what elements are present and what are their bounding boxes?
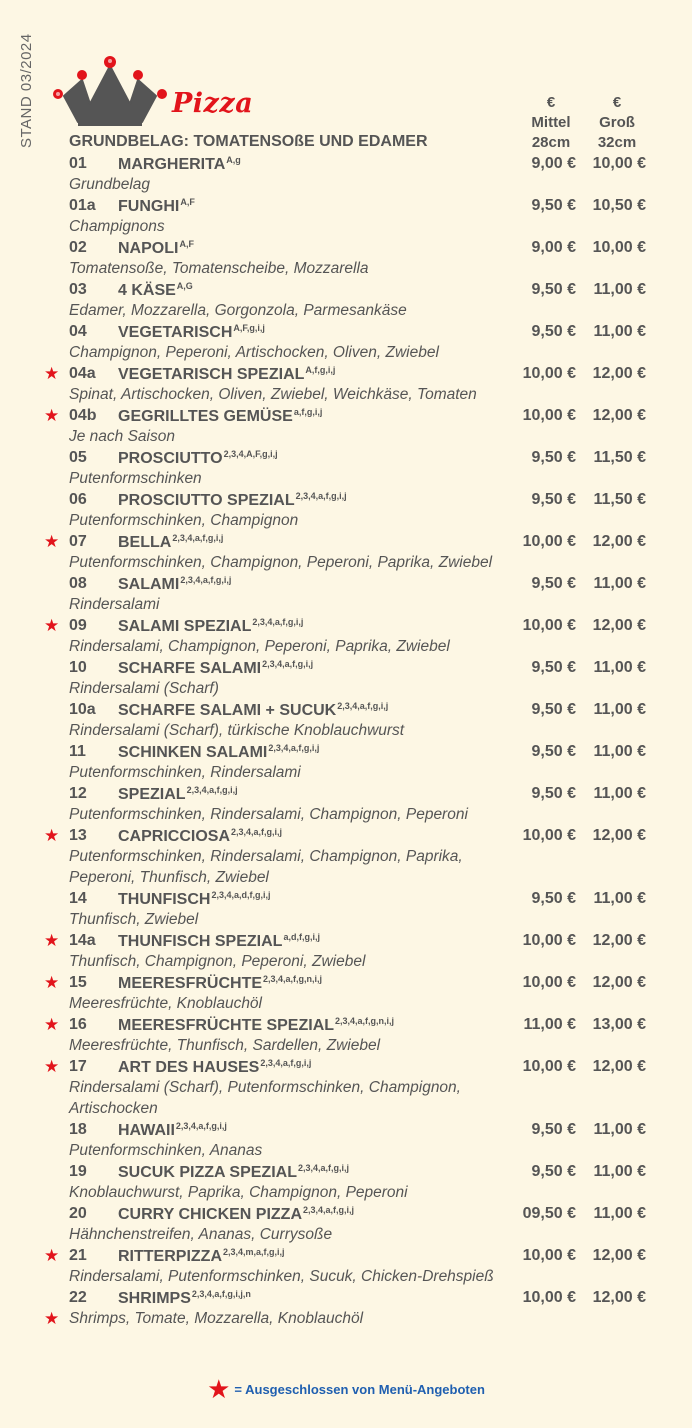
star-icon: ★ xyxy=(44,1015,60,1034)
price-mittel: 9,50 € xyxy=(531,449,576,466)
item-description-line xyxy=(0,637,692,658)
allergen-codes: 2,3,4,a,f,g,i,j xyxy=(175,1121,227,1131)
item-name: CAPRICCIOSA$^{2,3,4,a,f,g,i,j}$ xyxy=(118,827,283,845)
price-gross: 10,50 € xyxy=(592,197,646,214)
allergen-codes: 2,3,4,a,f,g,i,j xyxy=(260,1058,312,1068)
item-description-line xyxy=(0,721,692,742)
item-number: 14 xyxy=(69,890,87,907)
menu-item-row xyxy=(0,658,692,679)
price-gross: 11,00 € xyxy=(593,701,646,718)
item-name: $NAPOLI^{A,F}$ xyxy=(118,239,194,257)
item-number: 22 xyxy=(69,1289,87,1306)
item-number: 13 xyxy=(69,827,87,844)
item-description: Edamer, Mozzarella, Gorgonzola, Parmesankäse xyxy=(69,302,407,319)
item-description: Rindersalami xyxy=(69,596,160,613)
allergen-codes: a,d,f,g,i,j xyxy=(283,932,320,942)
item-name: BELLA$^{2,3,4,a,f,g,i,j}$ xyxy=(118,533,224,551)
price-mittel: 9,50 € xyxy=(531,575,576,592)
item-number: 08 xyxy=(69,575,87,592)
item-description-line xyxy=(0,1141,692,1162)
item-name: SPEZIAL$^{2,3,4,a,f,g,i,j}$ xyxy=(118,785,238,803)
item-number: 15 xyxy=(69,974,87,991)
item-description: Thunfisch, Champignon, Peperoni, Zwiebel xyxy=(69,953,366,970)
base-topping-note: GRUNDBELAG: TOMATENSOßE UND EDAMER xyxy=(69,133,428,150)
allergen-codes: 2,3,4,a,f,g,i,j xyxy=(186,785,238,795)
allergen-codes: 2,3,4,a,f,g,i,j xyxy=(180,575,232,585)
allergen-codes: A,F xyxy=(180,197,195,207)
star-icon: ★ xyxy=(44,532,60,551)
allergen-codes: 2,3,4,a,f,g,n,i,j xyxy=(263,974,323,984)
allergen-codes: 2,3,4,a,f,g,i,j xyxy=(252,617,304,627)
item-description: Peperoni, Thunfisch, Zwiebel xyxy=(69,869,269,886)
price-mittel: 9,00 € xyxy=(531,239,576,256)
item-description-line xyxy=(0,511,692,532)
menu-item-row xyxy=(0,742,692,763)
item-description: Rindersalami, Putenformschinken, Sucuk, Chicken-Drehspieß xyxy=(69,1268,494,1285)
item-description: Je nach Saison xyxy=(69,428,175,445)
item-description-line xyxy=(0,1267,692,1288)
menu-item-row xyxy=(0,889,692,910)
item-description-line xyxy=(0,259,692,280)
price-mittel: 10,00 € xyxy=(522,1247,576,1264)
stand-date: STAND 03/2024 xyxy=(18,33,35,148)
item-description: Putenformschinken, Champignon, Peperoni, Paprika, Zwiebel xyxy=(69,554,493,571)
item-number: 06 xyxy=(69,491,87,508)
item-description-line xyxy=(0,1099,692,1120)
price-gross: 10,00 € xyxy=(592,155,646,172)
allergen-codes: 2,3,4,a,f,g,i,j xyxy=(262,659,314,669)
price-gross: 11,00 € xyxy=(593,743,646,760)
column-header-mittel: € Mittel 28cm xyxy=(531,94,571,151)
star-icon: ★ xyxy=(44,1057,60,1076)
item-name: ART DES HAUSES$^{2,3,4,a,f,g,i,j}$ xyxy=(118,1058,312,1076)
item-description-line xyxy=(0,469,692,490)
price-gross: 11,00 € xyxy=(593,281,646,298)
menu-item-row xyxy=(0,1204,692,1225)
allergen-codes: 2,3,4,m,a,f,g,i,j xyxy=(223,1247,285,1257)
allergen-codes: 2,3,4,a,d,f,g,i,j xyxy=(211,890,271,900)
item-description: Champignons xyxy=(69,218,165,235)
price-gross: 12,00 € xyxy=(592,1247,646,1264)
item-description-line xyxy=(0,175,692,196)
price-mittel: 9,50 € xyxy=(531,323,576,340)
item-description-line xyxy=(0,301,692,322)
price-gross: 12,00 € xyxy=(592,827,646,844)
allergen-codes: 2,3,4,a,f,g,n,i,j xyxy=(335,1016,395,1026)
price-gross: 11,00 € xyxy=(593,575,646,592)
item-number: 14a xyxy=(69,932,96,949)
item-description: Putenformschinken, Rindersalami xyxy=(69,764,301,781)
item-description-line xyxy=(0,847,692,868)
menu-item-row xyxy=(0,154,692,175)
item-name: $MARGHERITA^{A,g}$ xyxy=(118,155,241,173)
allergen-codes: 2,3,4,a,f,g,i,j,n xyxy=(191,1289,251,1299)
allergen-codes: A,G xyxy=(176,281,193,291)
allergen-codes: 2,3,4,a,f,g,i,j xyxy=(295,491,347,501)
logo-text: Pizza xyxy=(172,88,254,119)
menu-item-row xyxy=(0,1246,692,1267)
item-description: Shrimps, Tomate, Mozzarella, Knoblauchöl xyxy=(69,1310,364,1327)
column-header-gross: € Groß 32cm xyxy=(597,94,637,151)
item-name: SALAMI$^{2,3,4,a,f,g,i,j}$ xyxy=(118,575,232,593)
menu-item-row xyxy=(0,826,692,847)
item-name: GEGRILLTES GEMÜSE$^{a,f,g,i,j}$ xyxy=(118,407,323,425)
price-gross: 11,00 € xyxy=(593,1205,646,1222)
item-name: MEERESFRÜCHTE$^{2,3,4,a,f,g,n,i,j}$ xyxy=(118,974,323,992)
item-name: HAWAII$^{2,3,4,a,f,g,i,j}$ xyxy=(118,1121,227,1139)
price-mittel: 10,00 € xyxy=(522,533,576,550)
price-mittel: 10,00 € xyxy=(522,827,576,844)
item-name: SUCUK PIZZA SPEZIAL$^{2,3,4,a,f,g,i,j}$ xyxy=(118,1163,349,1181)
legend xyxy=(0,1374,692,1405)
menu-item-row xyxy=(0,196,692,217)
item-number: 10 xyxy=(69,659,87,676)
item-description: Rindersalami (Scharf), türkische Knoblauchwurst xyxy=(69,722,405,739)
price-mittel: 09,50 € xyxy=(522,1205,576,1222)
price-mittel: 9,50 € xyxy=(531,1163,576,1180)
menu-item-row xyxy=(0,322,692,343)
item-name: SCHARFE SALAMI + SUCUK$^{2,3,4,a,f,g,i,j}$ xyxy=(118,701,389,719)
price-mittel: 9,50 € xyxy=(531,890,576,907)
allergen-codes: 2,3,4,a,f,g,i,j xyxy=(268,743,320,753)
price-mittel: 10,00 € xyxy=(522,617,576,634)
price-gross: 12,00 € xyxy=(592,1289,646,1306)
item-description-line xyxy=(0,1225,692,1246)
item-description: Knoblauchwurst, Paprika, Champignon, Peperoni xyxy=(69,1184,408,1201)
item-number: 03 xyxy=(69,281,87,298)
item-description-line xyxy=(0,1036,692,1057)
price-mittel: 10,00 € xyxy=(522,1289,576,1306)
price-gross: 11,50 € xyxy=(593,491,646,508)
price-mittel: 10,00 € xyxy=(522,932,576,949)
menu-item-row xyxy=(0,532,692,553)
item-description: Rindersalami, Champignon, Peperoni, Paprika, Zwiebel xyxy=(69,638,450,655)
price-gross: 10,00 € xyxy=(592,239,646,256)
item-number: 11 xyxy=(69,743,86,760)
price-mittel: 10,00 € xyxy=(522,1058,576,1075)
item-name: PROSCIUTTO SPEZIAL$^{2,3,4,a,f,g,i,j}$ xyxy=(118,491,347,509)
price-gross: 12,00 € xyxy=(592,974,646,991)
item-description-line xyxy=(0,994,692,1015)
allergen-codes: 2,3,4,a,f,g,i,j xyxy=(297,1163,349,1173)
legend-text: = Ausgeschlossen von Menü-Angeboten xyxy=(234,1382,485,1397)
price-gross: 12,00 € xyxy=(592,407,646,424)
star-icon: ★ xyxy=(44,616,60,635)
item-name: MEERESFRÜCHTE SPEZIAL$^{2,3,4,a,f,g,n,i,j}$ xyxy=(118,1016,395,1034)
menu-item-row xyxy=(0,1015,692,1036)
menu-item-row xyxy=(0,406,692,427)
price-gross: 12,00 € xyxy=(592,533,646,550)
item-description-line xyxy=(0,343,692,364)
item-description: Spinat, Artischocken, Oliven, Zwiebel, Weichkäse, Tomaten xyxy=(69,386,477,403)
item-number: 17 xyxy=(69,1058,87,1075)
menu-item-row xyxy=(0,700,692,721)
menu-item-row xyxy=(0,616,692,637)
item-description-line xyxy=(0,595,692,616)
item-name: SALAMI SPEZIAL$^{2,3,4,a,f,g,i,j}$ xyxy=(118,617,304,635)
item-name: CURRY CHICKEN PIZZA$^{2,3,4,a,f,g,i,j}$ xyxy=(118,1205,355,1223)
item-description: Putenformschinken, Champignon xyxy=(69,512,299,529)
price-gross: 12,00 € xyxy=(592,365,646,382)
menu-item-row xyxy=(0,1120,692,1141)
item-description: Rindersalami (Scharf), Putenformschinken, Champignon, xyxy=(69,1079,461,1096)
item-number: 18 xyxy=(69,1121,87,1138)
item-number: 09 xyxy=(69,617,87,634)
star-icon: ★ xyxy=(44,826,60,845)
item-description: Artischocken xyxy=(69,1100,158,1117)
item-description: Grundbelag xyxy=(69,176,151,193)
item-number: 01 xyxy=(69,155,87,172)
item-number: 04 xyxy=(69,323,87,340)
menu-item-row xyxy=(0,784,692,805)
item-number: 01a xyxy=(69,197,96,214)
item-description-line xyxy=(0,427,692,448)
allergen-codes: A,F,g,i,j xyxy=(233,323,265,333)
price-mittel: 9,50 € xyxy=(531,743,576,760)
item-description-line xyxy=(0,952,692,973)
price-mittel: 10,00 € xyxy=(522,407,576,424)
item-number: 02 xyxy=(69,239,87,256)
star-icon: ★ xyxy=(44,364,60,383)
crown-icon xyxy=(50,54,170,128)
item-description: Meeresfrüchte, Knoblauchöl xyxy=(69,995,263,1012)
price-mittel: 9,50 € xyxy=(531,491,576,508)
menu-item-row xyxy=(0,1057,692,1078)
allergen-codes: 2,3,4,A,F,g,i,j xyxy=(223,449,278,459)
allergen-codes: a,f,g,i,j xyxy=(293,407,323,417)
item-name: SHRIMPS$^{2,3,4,a,f,g,i,j,n}$ xyxy=(118,1289,251,1307)
item-name: 4 $KÄSE^{A,G}$ xyxy=(118,281,193,299)
item-number: 12 xyxy=(69,785,87,802)
menu-item-row xyxy=(0,931,692,952)
menu-item-row xyxy=(0,1162,692,1183)
price-gross: 11,00 € xyxy=(593,1121,646,1138)
item-description: Thunfisch, Zwiebel xyxy=(69,911,199,928)
price-mittel: 10,00 € xyxy=(522,974,576,991)
allergen-codes: A,f,g,i,j xyxy=(305,365,336,375)
allergen-codes: 2,3,4,a,f,g,i,j xyxy=(231,827,283,837)
price-gross: 12,00 € xyxy=(592,932,646,949)
star-icon: ★ xyxy=(44,931,60,950)
item-description-line xyxy=(0,868,692,889)
item-name: SCHINKEN SALAMI$^{2,3,4,a,f,g,i,j}$ xyxy=(118,743,320,761)
item-number: 10a xyxy=(69,701,96,718)
price-mittel: 9,50 € xyxy=(531,701,576,718)
item-description: Putenformschinken xyxy=(69,470,202,487)
item-description: Putenformschinken, Ananas xyxy=(69,1142,263,1159)
item-description-line xyxy=(0,805,692,826)
item-description-line xyxy=(0,553,692,574)
menu-item-row xyxy=(0,448,692,469)
price-gross: 12,00 € xyxy=(592,617,646,634)
star-icon: ★ xyxy=(207,1374,231,1404)
item-number: 04b xyxy=(69,407,97,424)
item-name: $VEGETARISCH^{A,F,g,i,j}$ xyxy=(118,323,265,341)
item-description: Meeresfrüchte, Thunfisch, Sardellen, Zwiebel xyxy=(69,1037,381,1054)
menu-item-row xyxy=(0,973,692,994)
allergen-codes: 2,3,4,a,f,g,i,j xyxy=(172,533,224,543)
item-name: $FUNGHI^{A,F}$ xyxy=(118,197,195,215)
price-mittel: 11,00 € xyxy=(523,1016,576,1033)
price-gross: 13,00 € xyxy=(592,1016,646,1033)
item-name: VEGETARISCH $SPEZIAL^{A,f,g,i,j}$ xyxy=(118,365,336,383)
item-name: RITTERPIZZA$^{2,3,4,m,a,f,g,i,j}$ xyxy=(118,1247,285,1265)
item-description: Rindersalami (Scharf) xyxy=(69,680,219,697)
item-name: THUNFISCH SPEZIAL$^{a,d,f,g,i,j}$ xyxy=(118,932,320,950)
menu-item-row xyxy=(0,238,692,259)
item-description-line xyxy=(0,385,692,406)
item-number: 19 xyxy=(69,1163,87,1180)
price-mittel: 9,00 € xyxy=(531,155,576,172)
star-icon: ★ xyxy=(44,406,60,425)
allergen-codes: A,F xyxy=(179,239,194,249)
price-mittel: 9,50 € xyxy=(531,197,576,214)
item-number: 16 xyxy=(69,1016,87,1033)
item-description-line xyxy=(0,910,692,931)
price-gross: 11,00 € xyxy=(593,323,646,340)
star-icon: ★ xyxy=(44,973,60,992)
menu-item-row xyxy=(0,490,692,511)
allergen-codes: A,g xyxy=(226,155,241,165)
item-description: Champignon, Peperoni, Artischocken, Oliven, Zwiebel xyxy=(69,344,439,361)
price-gross: 11,00 € xyxy=(593,785,646,802)
star-icon: ★ xyxy=(44,1309,60,1328)
allergen-codes: 2,3,4,a,f,g,i,j xyxy=(303,1205,355,1215)
price-mittel: 9,50 € xyxy=(531,785,576,802)
item-name: $PROSCIUTTO^{2,3,4,A,F,g,i,j}$ xyxy=(118,449,278,467)
item-description: Putenformschinken, Rindersalami, Champignon, Paprika, xyxy=(69,848,463,865)
item-description: Putenformschinken, Rindersalami, Champignon, Peperoni xyxy=(69,806,468,823)
price-mittel: 10,00 € xyxy=(522,365,576,382)
item-description-line xyxy=(0,679,692,700)
pizza-menu-list xyxy=(0,154,692,1330)
item-description-line xyxy=(0,217,692,238)
menu-item-row xyxy=(0,280,692,301)
price-gross: 11,00 € xyxy=(593,890,646,907)
menu-item-row xyxy=(0,574,692,595)
item-number: 04a xyxy=(69,365,96,382)
item-name: THUNFISCH$^{2,3,4,a,d,f,g,i,j}$ xyxy=(118,890,271,908)
menu-item-row xyxy=(0,1288,692,1309)
item-number: 21 xyxy=(69,1247,87,1264)
item-description: Tomatensoße, Tomatenscheibe, Mozzarella xyxy=(69,260,369,277)
allergen-codes: 2,3,4,a,f,g,i,j xyxy=(337,701,389,711)
item-description-line xyxy=(0,1078,692,1099)
item-description: Hähnchenstreifen, Ananas, Currysoße xyxy=(69,1226,333,1243)
price-gross: 11,00 € xyxy=(593,1163,646,1180)
price-mittel: 9,50 € xyxy=(531,659,576,676)
price-gross: 11,00 € xyxy=(593,659,646,676)
item-name: SCHARFE SALAMI$^{2,3,4,a,f,g,i,j}$ xyxy=(118,659,314,677)
item-description-line xyxy=(0,763,692,784)
price-mittel: 9,50 € xyxy=(531,281,576,298)
price-gross: 11,50 € xyxy=(593,449,646,466)
menu-item-row xyxy=(0,364,692,385)
item-description-line xyxy=(0,1309,692,1330)
item-number: 05 xyxy=(69,449,87,466)
item-number: 07 xyxy=(69,533,87,550)
price-gross: 12,00 € xyxy=(592,1058,646,1075)
item-description-line xyxy=(0,1183,692,1204)
star-icon: ★ xyxy=(44,1246,60,1265)
item-number: 20 xyxy=(69,1205,87,1222)
price-mittel: 9,50 € xyxy=(531,1121,576,1138)
